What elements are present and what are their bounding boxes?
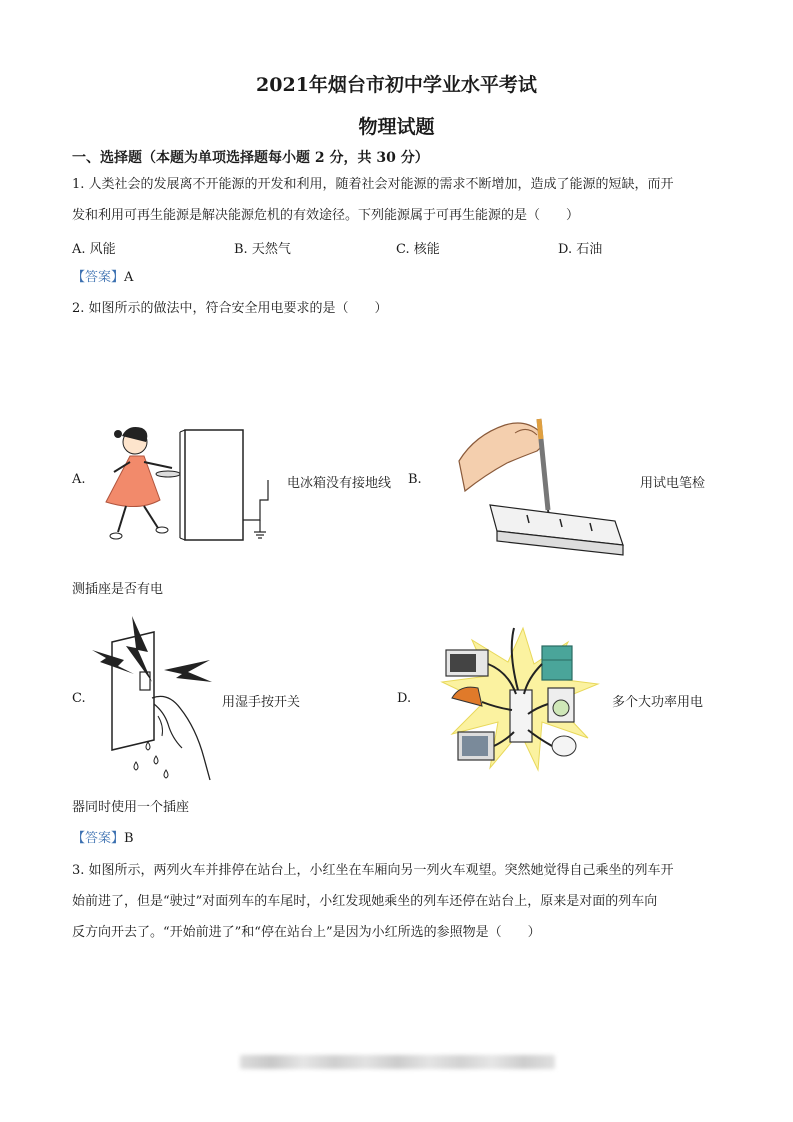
q2-stem: 2. 如图所示的做法中，符合安全用电要求的是（ ） (72, 301, 388, 316)
wet-hand-switch-illustration (92, 612, 222, 787)
fridge-illustration (100, 420, 285, 550)
q1-line-1: 1. 人类社会的发展离不开能源的开发和利用，随着社会对能源的需求不断增加，造成了能源的短缺，而开 (72, 177, 674, 192)
section-heading: 一、选择题（本题为单项选择题每小题 2 分，共 30 分） (72, 150, 429, 166)
q2-option-d-text: 多个大功率用电 (612, 695, 704, 710)
q1-option-d (558, 238, 602, 257)
q2-option-c-letter: C. (72, 691, 86, 706)
exam-subtitle: 物理试题 (358, 116, 435, 138)
q1-option-d-text: 石油 (576, 242, 603, 257)
q2-option-b-letter: B. (408, 472, 422, 487)
q1-option-b-letter: B. (234, 242, 248, 257)
q1-option-c-text: 核能 (413, 242, 440, 257)
q2-option-c-text: 用湿手按开关 (222, 695, 301, 710)
q2-option-a-letter: A. (72, 472, 86, 487)
q2-option-a-text: 电冰箱没有接地线 (287, 476, 392, 491)
q2-answer-value: B (124, 831, 134, 846)
blurred-footer-watermark (240, 1055, 555, 1069)
q2-answer-tag: 【答案】 (72, 831, 125, 846)
q3-line-3: 反方向开去了。“开始前进了”和“停在站台上”是因为小红所选的参照物是（ ） (72, 925, 541, 940)
q3-line-2: 始前进了，但是“驶过”对面列车的车尾时，小红发现她乘坐的列车还停在站台上，原来是对面的列车向 (72, 894, 658, 909)
q2-option-b-continuation: 测插座是否有电 (72, 582, 164, 597)
q2-option-d-continuation: 器同时使用一个插座 (72, 800, 190, 815)
q1-option-c-letter: C. (396, 242, 410, 257)
q2-answer (72, 823, 134, 854)
q3-line-1: 3. 如图所示，两列火车并排停在站台上，小红坐在车厢向另一列火车观望。突然她觉得自己乘坐的列车开 (72, 863, 674, 878)
q1-line-2: 发和利用可再生能源是解决能源危机的有效途径。下列能源属于可再生能源的是（ ） (72, 208, 580, 223)
q2-option-d-letter: D. (397, 691, 412, 706)
overloaded-socket-illustration (438, 622, 608, 777)
q1-option-b (234, 238, 291, 257)
q2-option-b-text: 用试电笔检 (640, 476, 706, 491)
q1-option-a-letter: A. (72, 242, 86, 257)
q1-option-c (396, 238, 440, 257)
q1-option-d-letter: D. (558, 242, 573, 257)
exam-title: 2021年烟台市初中学业水平考试 (256, 74, 537, 96)
q1-answer-value: A (124, 270, 134, 285)
q1-answer (72, 262, 133, 293)
q1-answer-tag: 【答案】 (72, 270, 125, 285)
q1-option-b-text: 天然气 (251, 242, 291, 257)
q1-option-a (72, 238, 116, 257)
q1-stem (72, 169, 722, 231)
q1-option-a-text: 风能 (89, 242, 116, 257)
test-pen-illustration (455, 405, 630, 565)
q3-stem (72, 855, 722, 948)
